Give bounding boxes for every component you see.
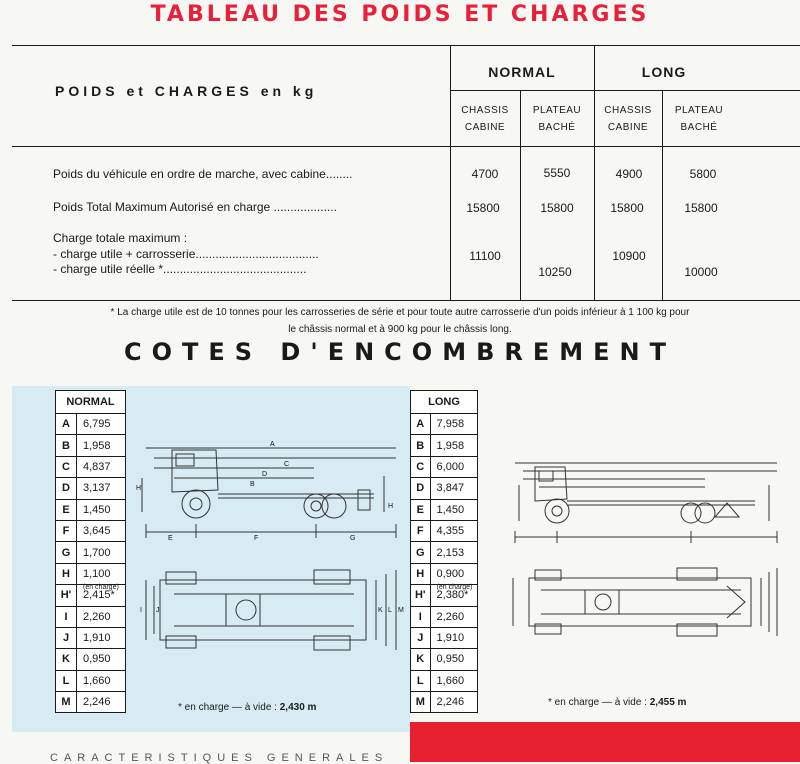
weights-header-label: POIDS et CHARGES en kg xyxy=(55,83,318,99)
subheader-long-plateau: PLATEAU BACHÉ xyxy=(674,105,724,133)
table-row: F 4,355 xyxy=(411,520,478,541)
dim-label-d: D xyxy=(262,471,268,478)
table-row: B 1,958 xyxy=(56,435,126,456)
table-row: F 3,645 xyxy=(56,520,126,541)
long-dimensions-table xyxy=(410,390,478,713)
group-normal: NORMAL xyxy=(488,64,556,80)
cell-value: 5550 xyxy=(543,166,571,180)
table-row: G 1,700 xyxy=(56,542,126,563)
dim-label-b: B xyxy=(250,481,255,488)
cell-value: 15800 xyxy=(684,201,718,215)
normal-truck-side-view xyxy=(134,440,406,552)
normal-dimensions-table xyxy=(55,390,126,713)
table-row: A 7,958 xyxy=(411,414,478,435)
cell-value: 10000 xyxy=(684,265,718,279)
table-row: J 1,910 xyxy=(56,627,126,648)
table-row: I 2,260 xyxy=(56,606,126,627)
long-truck-top-view xyxy=(505,566,790,638)
bottom-heading-partial: CARACTERISTIQUES GENERALES xyxy=(50,752,389,764)
row-label-charge-utile-reelle: - charge utile réelle *........................................... xyxy=(53,262,307,276)
row-label-poids-vehicule: Poids du véhicule en ordre de marche, avec cabine........ xyxy=(53,167,353,181)
table-top-rule xyxy=(12,45,800,46)
footnote: * La charge utile est de 10 tonnes pour les carrosseries de série et pour toute autre carrosserie d'un poids inférieur à 1 100 kg pour le châssis normal et à 900 kg pour le châssis long. xyxy=(110,307,690,335)
subheader-long-chassis: CHASSIS CABINE xyxy=(604,105,652,133)
table-header-rule xyxy=(12,146,800,147)
cell-value: 15800 xyxy=(610,201,644,215)
table-row: H' (en charge) 2,415* xyxy=(56,585,126,606)
cell-value: 15800 xyxy=(540,201,574,215)
table-row: B 1,958 xyxy=(411,435,478,456)
table-row: L 1,660 xyxy=(411,670,478,691)
dim-label-g: G xyxy=(350,535,356,542)
dim-label-c: C xyxy=(284,461,290,468)
dim-label-i: I xyxy=(140,607,142,614)
table-row: G 2,153 xyxy=(411,542,478,563)
dim-label-k: K xyxy=(378,607,383,614)
subheader-normal-plateau: PLATEAU BACHÉ xyxy=(532,105,582,133)
table-row: J 1,910 xyxy=(411,627,478,648)
red-accent-panel xyxy=(410,722,800,762)
en-charge-note: (en charge) xyxy=(83,584,119,592)
table-row: M 2,246 xyxy=(56,692,126,713)
table-row: D 3,137 xyxy=(56,478,126,499)
table-row: M 2,246 xyxy=(411,692,478,713)
dim-label-a: A xyxy=(270,441,275,448)
table-row: C 6,000 xyxy=(411,456,478,477)
table-row: A 6,795 xyxy=(56,414,126,435)
long-table-header: LONG xyxy=(411,391,478,414)
table-row: L 1,660 xyxy=(56,670,126,691)
dimensions-title: COTES D'ENCOMBREMENT xyxy=(124,338,676,366)
cell-value: 15800 xyxy=(466,201,500,215)
long-caption: * en charge — à vide : 2,455 m xyxy=(548,697,687,708)
group-long: LONG xyxy=(641,64,687,80)
table-row: H 0,900 xyxy=(411,563,478,584)
table-row: C 4,837 xyxy=(56,456,126,477)
cell-value: 5800 xyxy=(689,167,717,181)
cell-value: 4700 xyxy=(471,167,499,181)
dim-label-l: L xyxy=(388,607,392,614)
table-row: E 1,450 xyxy=(56,499,126,520)
row-label-charge-totale: Charge totale maximum : xyxy=(53,231,188,245)
cell-value: 4900 xyxy=(615,167,643,181)
cell-value: 11100 xyxy=(469,249,501,263)
table-row: H 1,100 xyxy=(56,563,126,584)
group-rule-long xyxy=(594,90,800,91)
en-charge-note: (en charge) xyxy=(436,584,473,592)
normal-caption: * en charge — à vide : 2,430 m xyxy=(178,702,317,713)
row-label-charge-utile-carrosserie: - charge utile + carrosserie..................................... xyxy=(53,247,319,261)
dim-label-e: E xyxy=(168,535,173,542)
table-row: D 3,847 xyxy=(411,478,478,499)
subheader-normal-chassis: CHASSIS CABINE xyxy=(461,105,509,133)
dim-label-h: H xyxy=(388,503,394,510)
table-row: K 0,950 xyxy=(411,649,478,670)
row-label-ptma: Poids Total Maximum Autorisé en charge ................... xyxy=(53,200,337,214)
cell-value: 10900 xyxy=(612,249,646,263)
cell-value: 10250 xyxy=(538,265,572,279)
page-title: TABLEAU DES POIDS ET CHARGES xyxy=(150,2,650,27)
table-row: K 0,950 xyxy=(56,649,126,670)
dim-label-f: F xyxy=(254,535,259,542)
normal-truck-top-view xyxy=(134,564,406,656)
table-row: I 2,260 xyxy=(411,606,478,627)
dim-label-j: J xyxy=(156,607,160,614)
dim-label-h-prime: H' xyxy=(136,485,143,492)
table-row: E 1,450 xyxy=(411,499,478,520)
dim-label-m: M xyxy=(398,607,404,614)
long-truck-side-view xyxy=(505,455,790,550)
table-bottom-rule xyxy=(12,300,800,301)
table-row: H' (en charge) 2,380* xyxy=(411,585,478,606)
normal-table-header: NORMAL xyxy=(56,391,126,414)
group-rule-normal xyxy=(450,90,594,91)
